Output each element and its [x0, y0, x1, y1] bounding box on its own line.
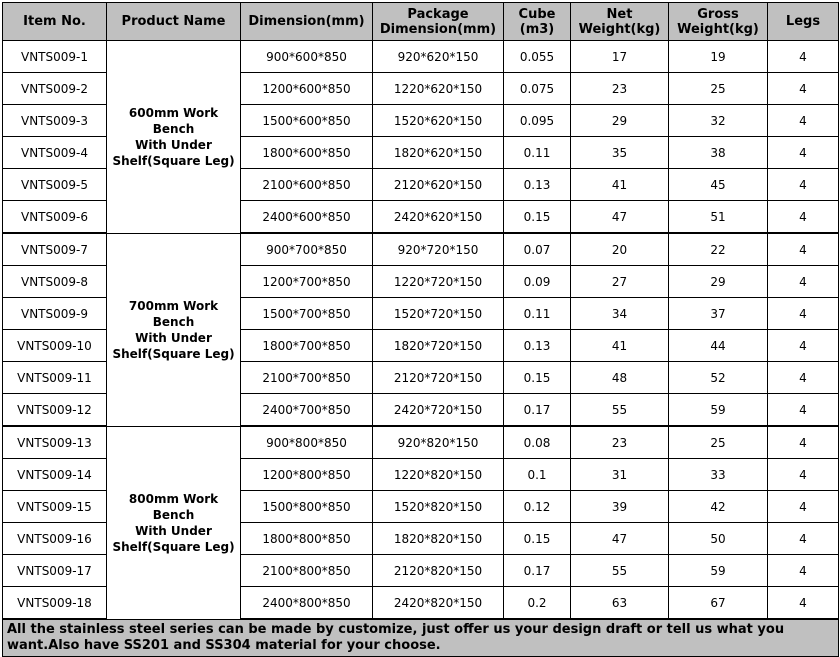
- cell-gross-weight: 37: [669, 298, 768, 330]
- cell-item-no: VNTS009-15: [3, 491, 107, 523]
- cell-legs: 4: [768, 105, 839, 137]
- cell-gross-weight: 42: [669, 491, 768, 523]
- cell-package-dimension: 1820*720*150: [373, 330, 504, 362]
- cell-package-dimension: 2120*620*150: [373, 169, 504, 201]
- cell-net-weight: 34: [571, 298, 669, 330]
- cell-item-no: VNTS009-17: [3, 555, 107, 587]
- cell-dimension: 900*600*850: [241, 41, 373, 73]
- cell-package-dimension: 1220*720*150: [373, 266, 504, 298]
- cell-cube: 0.17: [504, 555, 571, 587]
- cell-gross-weight: 19: [669, 41, 768, 73]
- cell-net-weight: 29: [571, 105, 669, 137]
- header-net-line1: Net: [606, 6, 633, 22]
- cell-net-weight: 41: [571, 330, 669, 362]
- product-name-line: Shelf(Square Leg): [112, 346, 235, 361]
- cell-gross-weight: 52: [669, 362, 768, 394]
- cell-cube: 0.1: [504, 459, 571, 491]
- cell-net-weight: 47: [571, 201, 669, 234]
- cell-gross-weight: 50: [669, 523, 768, 555]
- cell-dimension: 2400*800*850: [241, 587, 373, 620]
- cell-cube: 0.075: [504, 73, 571, 105]
- cell-dimension: 2100*700*850: [241, 362, 373, 394]
- cell-cube: 0.13: [504, 330, 571, 362]
- header-net-weight: [571, 3, 669, 41]
- table-row: [3, 233, 839, 266]
- cell-dimension: 900*800*850: [241, 426, 373, 459]
- header-cube-line1: Cube: [518, 6, 556, 22]
- cell-cube: 0.11: [504, 137, 571, 169]
- cell-dimension: 1200*700*850: [241, 266, 373, 298]
- cell-cube: 0.095: [504, 105, 571, 137]
- cell-item-no: VNTS009-6: [3, 201, 107, 234]
- cell-package-dimension: 2420*720*150: [373, 394, 504, 427]
- cell-legs: 4: [768, 587, 839, 620]
- header-gross-line1: Gross: [697, 6, 739, 22]
- cell-dimension: 2400*700*850: [241, 394, 373, 427]
- cell-package-dimension: 1520*620*150: [373, 105, 504, 137]
- cell-product-name: [107, 233, 241, 426]
- cell-package-dimension: 1820*820*150: [373, 523, 504, 555]
- cell-cube: 0.15: [504, 362, 571, 394]
- cell-dimension: 1500*700*850: [241, 298, 373, 330]
- cell-dimension: 2100*600*850: [241, 169, 373, 201]
- cell-gross-weight: 25: [669, 73, 768, 105]
- header-dimension: Dimension(mm): [241, 3, 373, 41]
- header-gross-weight: [669, 3, 768, 41]
- cell-item-no: VNTS009-14: [3, 459, 107, 491]
- cell-gross-weight: 51: [669, 201, 768, 234]
- cell-package-dimension: 2420*820*150: [373, 587, 504, 620]
- product-spec-sheet: [2, 2, 838, 657]
- product-name-line: 800mm Work Bench: [128, 491, 219, 522]
- cell-dimension: 1200*600*850: [241, 73, 373, 105]
- cell-package-dimension: 1220*620*150: [373, 73, 504, 105]
- cell-cube: 0.12: [504, 491, 571, 523]
- cell-product-name: [107, 426, 241, 619]
- cell-gross-weight: 29: [669, 266, 768, 298]
- cell-package-dimension: 2120*820*150: [373, 555, 504, 587]
- cell-gross-weight: 33: [669, 459, 768, 491]
- cell-item-no: VNTS009-1: [3, 41, 107, 73]
- product-name-line: 700mm Work Bench: [128, 298, 219, 329]
- cell-dimension: 1500*600*850: [241, 105, 373, 137]
- cell-legs: 4: [768, 73, 839, 105]
- cell-item-no: VNTS009-9: [3, 298, 107, 330]
- header-package-line1: Package: [407, 6, 469, 22]
- cell-cube: 0.07: [504, 233, 571, 266]
- cell-net-weight: 20: [571, 233, 669, 266]
- cell-cube: 0.15: [504, 201, 571, 234]
- cell-legs: 4: [768, 523, 839, 555]
- header-cube: [504, 3, 571, 41]
- cell-dimension: 2400*600*850: [241, 201, 373, 234]
- cell-net-weight: 35: [571, 137, 669, 169]
- product-name-line: With Under: [135, 523, 212, 538]
- cell-gross-weight: 59: [669, 555, 768, 587]
- cell-legs: 4: [768, 201, 839, 234]
- header-cube-line2: (m3): [519, 21, 555, 37]
- cell-package-dimension: 2120*720*150: [373, 362, 504, 394]
- cell-legs: 4: [768, 298, 839, 330]
- cell-legs: 4: [768, 491, 839, 523]
- cell-package-dimension: 2420*620*150: [373, 201, 504, 234]
- cell-item-no: VNTS009-18: [3, 587, 107, 620]
- cell-item-no: VNTS009-2: [3, 73, 107, 105]
- cell-cube: 0.08: [504, 426, 571, 459]
- header-row: [3, 3, 839, 41]
- product-name-line: Shelf(Square Leg): [112, 153, 235, 168]
- cell-package-dimension: 1520*720*150: [373, 298, 504, 330]
- cell-gross-weight: 44: [669, 330, 768, 362]
- cell-cube: 0.2: [504, 587, 571, 620]
- cell-legs: 4: [768, 362, 839, 394]
- cell-item-no: VNTS009-7: [3, 233, 107, 266]
- cell-legs: 4: [768, 41, 839, 73]
- cell-gross-weight: 45: [669, 169, 768, 201]
- cell-gross-weight: 25: [669, 426, 768, 459]
- cell-cube: 0.11: [504, 298, 571, 330]
- cell-package-dimension: 920*620*150: [373, 41, 504, 73]
- cell-gross-weight: 22: [669, 233, 768, 266]
- header-package-line2: Dimension(mm): [379, 21, 497, 37]
- cell-package-dimension: 1820*620*150: [373, 137, 504, 169]
- cell-item-no: VNTS009-16: [3, 523, 107, 555]
- cell-legs: 4: [768, 266, 839, 298]
- cell-item-no: VNTS009-3: [3, 105, 107, 137]
- cell-cube: 0.055: [504, 41, 571, 73]
- table-body: [3, 41, 839, 620]
- cell-item-no: VNTS009-10: [3, 330, 107, 362]
- cell-item-no: VNTS009-11: [3, 362, 107, 394]
- cell-dimension: 1800*700*850: [241, 330, 373, 362]
- cell-net-weight: 41: [571, 169, 669, 201]
- cell-net-weight: 48: [571, 362, 669, 394]
- cell-cube: 0.13: [504, 169, 571, 201]
- cell-legs: 4: [768, 169, 839, 201]
- header-product-name: Product Name: [107, 3, 241, 41]
- cell-dimension: 1800*600*850: [241, 137, 373, 169]
- cell-legs: 4: [768, 555, 839, 587]
- cell-net-weight: 31: [571, 459, 669, 491]
- header-item-no: Item No.: [3, 3, 107, 41]
- cell-legs: 4: [768, 426, 839, 459]
- cell-item-no: VNTS009-13: [3, 426, 107, 459]
- cell-dimension: 1200*800*850: [241, 459, 373, 491]
- header-gross-line2: Weight(kg): [677, 21, 759, 37]
- cell-legs: 4: [768, 233, 839, 266]
- header-legs: Legs: [768, 3, 839, 41]
- table-row: [3, 426, 839, 459]
- cell-legs: 4: [768, 394, 839, 427]
- cell-net-weight: 23: [571, 73, 669, 105]
- cell-package-dimension: 1220*820*150: [373, 459, 504, 491]
- cell-dimension: 1500*800*850: [241, 491, 373, 523]
- cell-cube: 0.17: [504, 394, 571, 427]
- cell-item-no: VNTS009-8: [3, 266, 107, 298]
- cell-cube: 0.15: [504, 523, 571, 555]
- cell-legs: 4: [768, 137, 839, 169]
- cell-package-dimension: 920*820*150: [373, 426, 504, 459]
- cell-net-weight: 63: [571, 587, 669, 620]
- cell-legs: 4: [768, 459, 839, 491]
- footer-note: All the stainless steel series can be made by customize, just offer us your design draft or tell us what you want.Also have SS201 and SS304 material for your choose.: [3, 619, 839, 657]
- cell-gross-weight: 38: [669, 137, 768, 169]
- product-name-line: With Under: [135, 137, 212, 152]
- cell-net-weight: 47: [571, 523, 669, 555]
- cell-item-no: VNTS009-5: [3, 169, 107, 201]
- cell-net-weight: 23: [571, 426, 669, 459]
- cell-legs: 4: [768, 330, 839, 362]
- table-row: [3, 41, 839, 73]
- cell-net-weight: 27: [571, 266, 669, 298]
- cell-product-name: [107, 41, 241, 234]
- cell-net-weight: 55: [571, 394, 669, 427]
- cell-net-weight: 17: [571, 41, 669, 73]
- cell-dimension: 1800*800*850: [241, 523, 373, 555]
- cell-item-no: VNTS009-4: [3, 137, 107, 169]
- product-name-line: With Under: [135, 330, 212, 345]
- cell-net-weight: 55: [571, 555, 669, 587]
- cell-gross-weight: 59: [669, 394, 768, 427]
- cell-package-dimension: 1520*820*150: [373, 491, 504, 523]
- footer-row: [3, 619, 839, 657]
- header-net-line2: Weight(kg): [578, 21, 661, 37]
- cell-gross-weight: 32: [669, 105, 768, 137]
- cell-package-dimension: 920*720*150: [373, 233, 504, 266]
- cell-item-no: VNTS009-12: [3, 394, 107, 427]
- product-name-line: 600mm Work Bench: [128, 105, 219, 136]
- product-name-line: Shelf(Square Leg): [112, 539, 235, 554]
- cell-gross-weight: 67: [669, 587, 768, 620]
- header-package-dimension: [373, 3, 504, 41]
- cell-dimension: 2100*800*850: [241, 555, 373, 587]
- cell-net-weight: 39: [571, 491, 669, 523]
- cell-cube: 0.09: [504, 266, 571, 298]
- cell-dimension: 900*700*850: [241, 233, 373, 266]
- spec-table: [2, 2, 839, 657]
